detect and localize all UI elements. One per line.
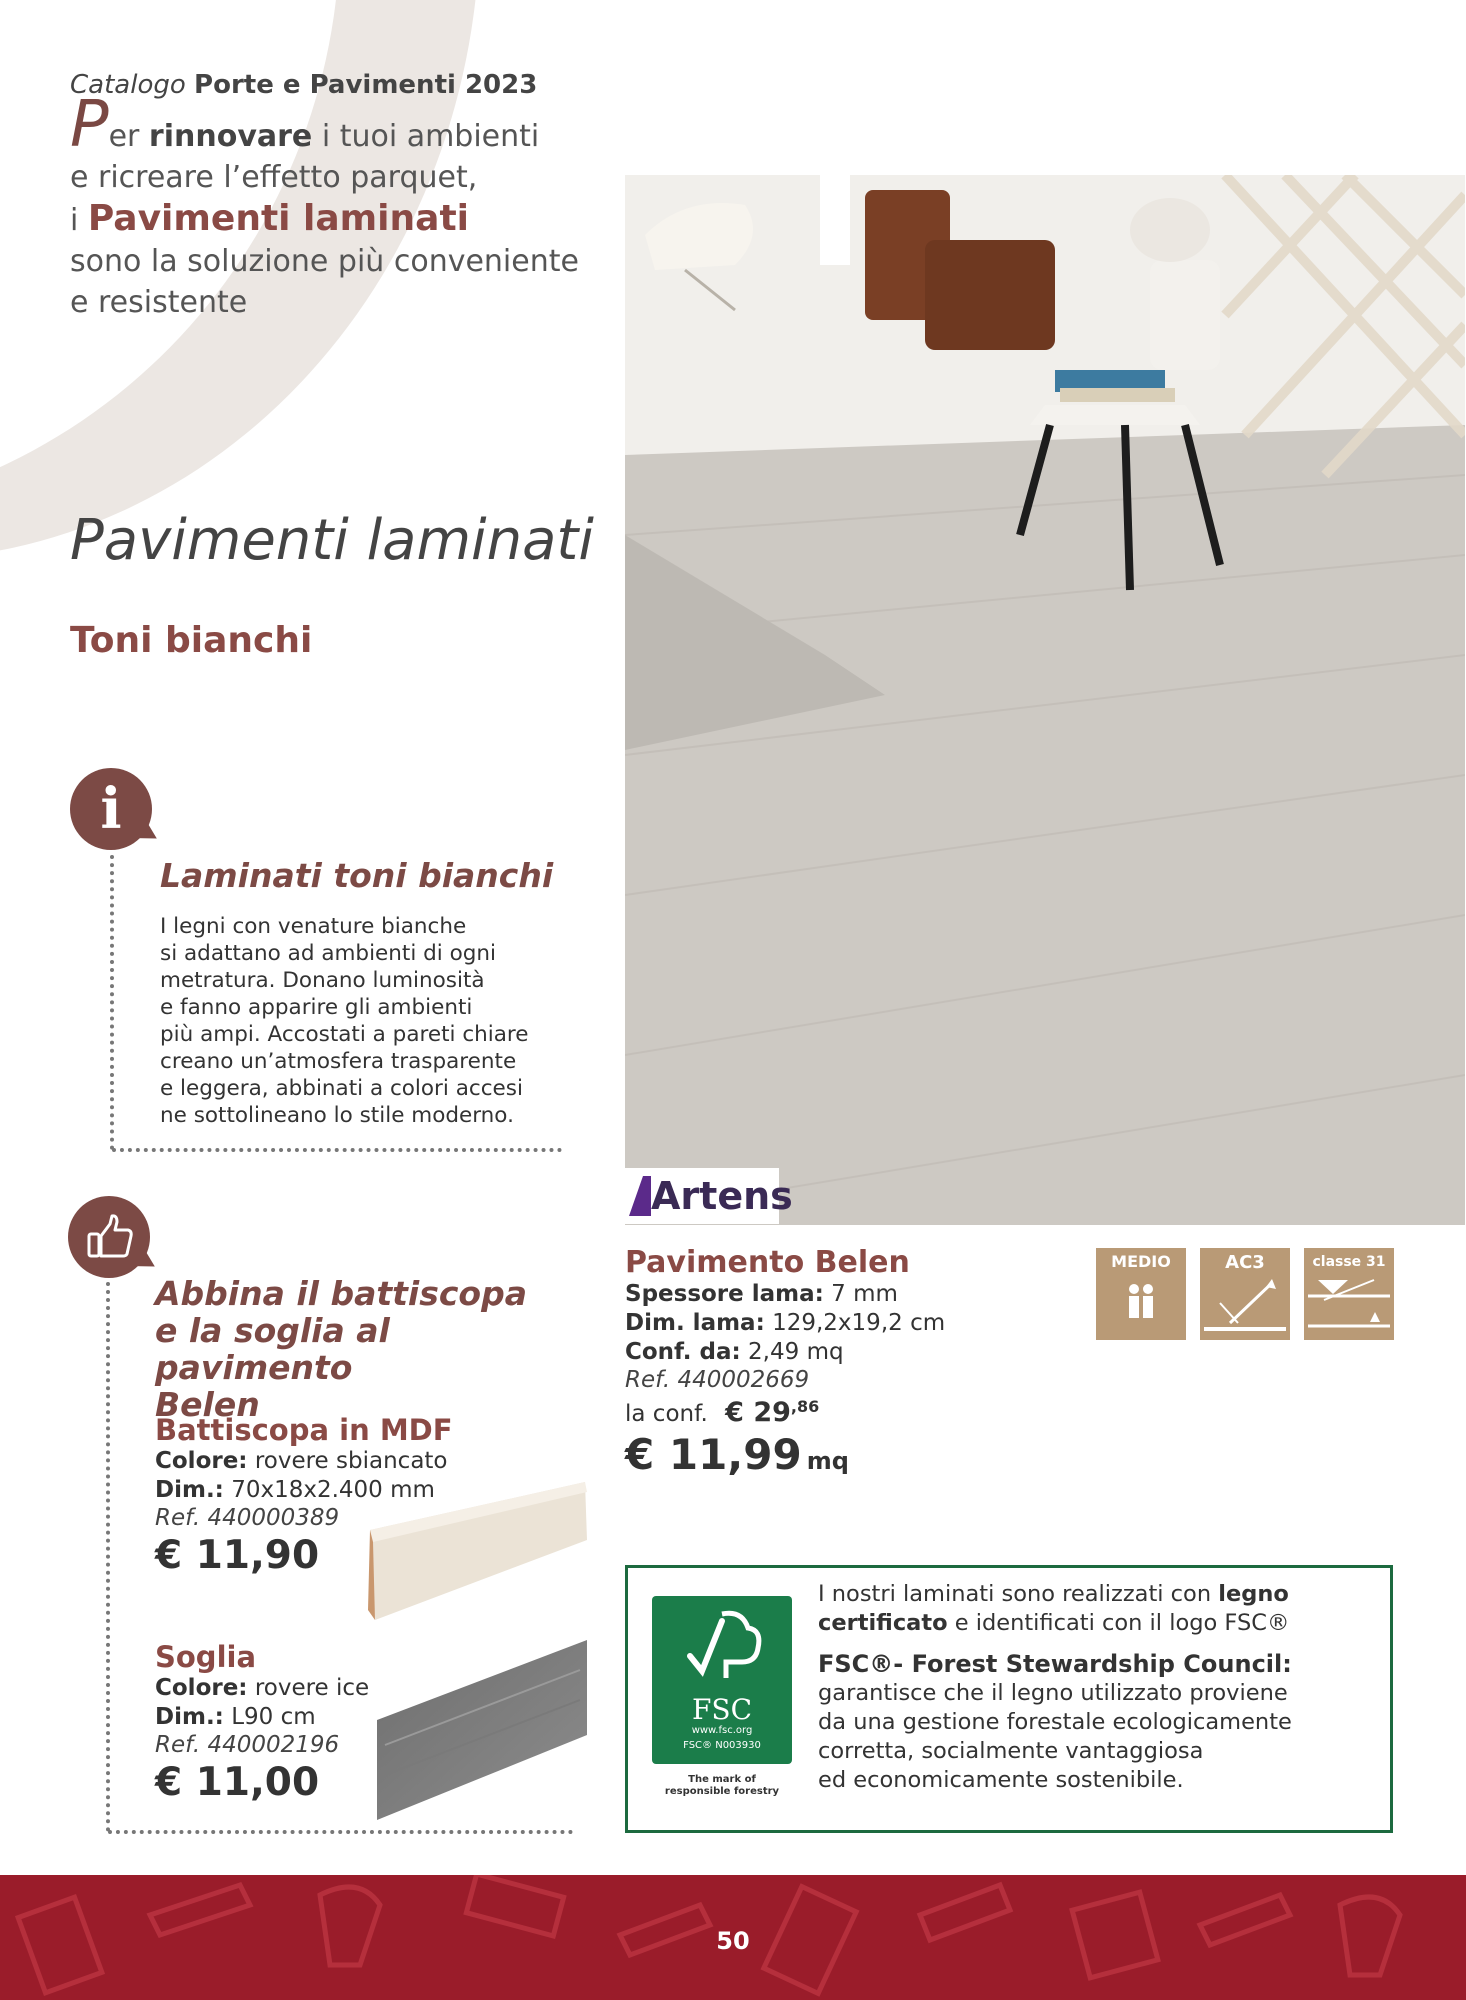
class31-badge-label: classe 31 — [1312, 1254, 1386, 1270]
soglia-dim-value: L90 cm — [223, 1704, 316, 1730]
fsc-title: FSC®- Forest Stewardship Council: — [818, 1650, 1292, 1678]
catalog-title: Porte e Pavimenti 2023 — [194, 70, 538, 100]
info-dotted-horizontal — [112, 1148, 562, 1152]
fsc-intro-bold: legno certificato — [818, 1581, 1289, 1636]
soglia-image — [375, 1635, 590, 1825]
product-spessore-label: Spessore lama: — [625, 1281, 824, 1307]
info-line: creano un’atmosfera trasparente — [160, 1049, 517, 1074]
info-text — [160, 913, 560, 1129]
product-dim-value: 129,2x19,2 cm — [764, 1310, 946, 1336]
intro-line5: e resistente — [70, 285, 248, 320]
product-price-main: € 11,99 — [625, 1430, 802, 1479]
product-name: Pavimento Belen — [625, 1245, 910, 1280]
product-conf-value: 2,49 mq — [740, 1339, 844, 1365]
product-price-unit: mq — [806, 1447, 849, 1475]
info-title: Laminati toni bianchi — [160, 856, 554, 895]
product-spessore-value: 7 mm — [823, 1281, 898, 1307]
ac3-badge-label: AC3 — [1225, 1252, 1265, 1273]
fsc-logo-caption — [652, 1774, 792, 1798]
info-icon — [70, 768, 152, 850]
info-line: e fanno apparire gli ambienti — [160, 995, 473, 1020]
conf-price-dec: ,86 — [790, 1397, 820, 1416]
fsc-caption-line1: The mark of — [688, 1774, 756, 1785]
abbina-line2: e la soglia al pavimento — [155, 1311, 390, 1387]
fsc-intro-c: e identificati con il logo FSC® — [947, 1610, 1290, 1636]
fsc-line: garantisce che il legno utilizzato proviene — [818, 1680, 1288, 1706]
info-line: e leggera, abbinati a colori accesi — [160, 1076, 523, 1101]
product-block — [625, 1245, 945, 1479]
catalog-heading — [70, 70, 537, 100]
product-conf-price — [625, 1397, 945, 1428]
fsc-line: ed economicamente sostenibile. — [818, 1767, 1184, 1793]
product-price — [625, 1430, 945, 1479]
subsection-title: Toni bianchi — [70, 620, 313, 661]
fsc-text — [818, 1580, 1373, 1795]
fsc-caption-line2: responsible forestry — [664, 1786, 780, 1797]
product-ref: Ref. 440002669 — [625, 1367, 810, 1393]
room-illustration — [625, 175, 1465, 1225]
fsc-line: corretta, socialmente vantaggiosa — [818, 1738, 1204, 1764]
product-conf-label: Conf. da: — [625, 1339, 741, 1365]
abbina-dotted-horizontal — [108, 1830, 573, 1834]
info-dotted-vertical — [110, 855, 114, 1150]
fsc-tree-icon — [652, 1596, 792, 1691]
traffic-badge — [1096, 1248, 1186, 1340]
abbina-dotted-vertical — [106, 1282, 110, 1832]
room-photo — [625, 175, 1465, 1225]
artens-mark-icon — [629, 1176, 651, 1216]
soglia-block — [155, 1640, 369, 1805]
section-title: Pavimenti laminati — [70, 508, 594, 573]
fsc-intro-a: I nostri laminati sono realizzati con — [818, 1581, 1219, 1607]
class31-badge — [1304, 1248, 1394, 1340]
intro-part1: er — [108, 119, 149, 154]
fsc-intro — [818, 1580, 1373, 1638]
battiscopa-ref: Ref. 440000389 — [155, 1505, 340, 1531]
fsc-logo-name: FSC — [691, 1693, 753, 1726]
conf-price-int: € 29 — [725, 1397, 791, 1428]
info-line: I legni con venature bianche — [160, 914, 467, 939]
abbina-line1: Abbina il battiscopa — [155, 1274, 527, 1313]
battiscopa-color-label: Colore: — [155, 1448, 248, 1474]
battiscopa-dim-label: Dim.: — [155, 1477, 224, 1503]
soglia-color-value: rovere ice — [247, 1675, 370, 1701]
info-line: più ampi. Accostati a pareti chiare — [160, 1022, 529, 1047]
intro-line4: sono la soluzione più conveniente — [70, 244, 579, 279]
conf-price-label: la conf. — [625, 1401, 708, 1427]
battiscopa-name: Battiscopa in MDF — [155, 1413, 453, 1447]
catalog-prefix: Catalogo — [70, 70, 186, 100]
info-line: si adattano ad ambienti di ogni — [160, 941, 497, 966]
soglia-name: Soglia — [155, 1640, 257, 1674]
battiscopa-image — [365, 1470, 590, 1630]
intro-part2: i tuoi ambienti — [312, 119, 540, 154]
soglia-price: € 11,00 — [155, 1760, 320, 1805]
class-usage-icon — [1304, 1270, 1394, 1334]
intro-initial: P — [70, 88, 109, 162]
soglia-ref: Ref. 440002196 — [155, 1732, 340, 1758]
abbina-line3: Belen — [155, 1385, 260, 1424]
soglia-color-label: Colore: — [155, 1675, 248, 1701]
people-icon — [1096, 1271, 1186, 1331]
abrasion-icon — [1200, 1273, 1290, 1337]
thumbs-up-icon — [68, 1196, 150, 1278]
product-dim-label: Dim. lama: — [625, 1310, 765, 1336]
soglia-dim-label: Dim.: — [155, 1704, 224, 1730]
intro-line2: e ricreare l’effetto parquet, — [70, 160, 478, 195]
fsc-logo — [652, 1596, 792, 1764]
abbina-heading — [155, 1275, 595, 1423]
intro-line3-bold: Pavimenti laminati — [87, 198, 469, 239]
artens-logo — [625, 1168, 793, 1224]
fsc-logo-code: FSC® N003930 — [683, 1740, 761, 1751]
intro-line3-prefix: i — [70, 203, 88, 238]
info-line: metratura. Donano luminosità — [160, 968, 485, 993]
battiscopa-color-value: rovere sbiancato — [247, 1448, 448, 1474]
info-icon-letter: i — [100, 776, 122, 842]
info-line: ne sottolineano lo stile moderno. — [160, 1103, 514, 1128]
fsc-logo-url: www.fsc.org — [691, 1725, 753, 1736]
battiscopa-price: € 11,90 — [155, 1533, 320, 1578]
fsc-line: da una gestione forestale ecologicamente — [818, 1709, 1292, 1735]
page-number: 50 — [716, 1927, 750, 1955]
traffic-badge-label: MEDIO — [1111, 1252, 1171, 1271]
intro-text — [70, 88, 590, 323]
intro-bold1: rinnovare — [148, 119, 313, 154]
artens-wordmark: Artens — [651, 1174, 793, 1218]
thumbs-up-glyph — [68, 1196, 150, 1278]
battiscopa-dim-value: 70x18x2.400 mm — [223, 1477, 435, 1503]
ac3-badge — [1200, 1248, 1290, 1340]
